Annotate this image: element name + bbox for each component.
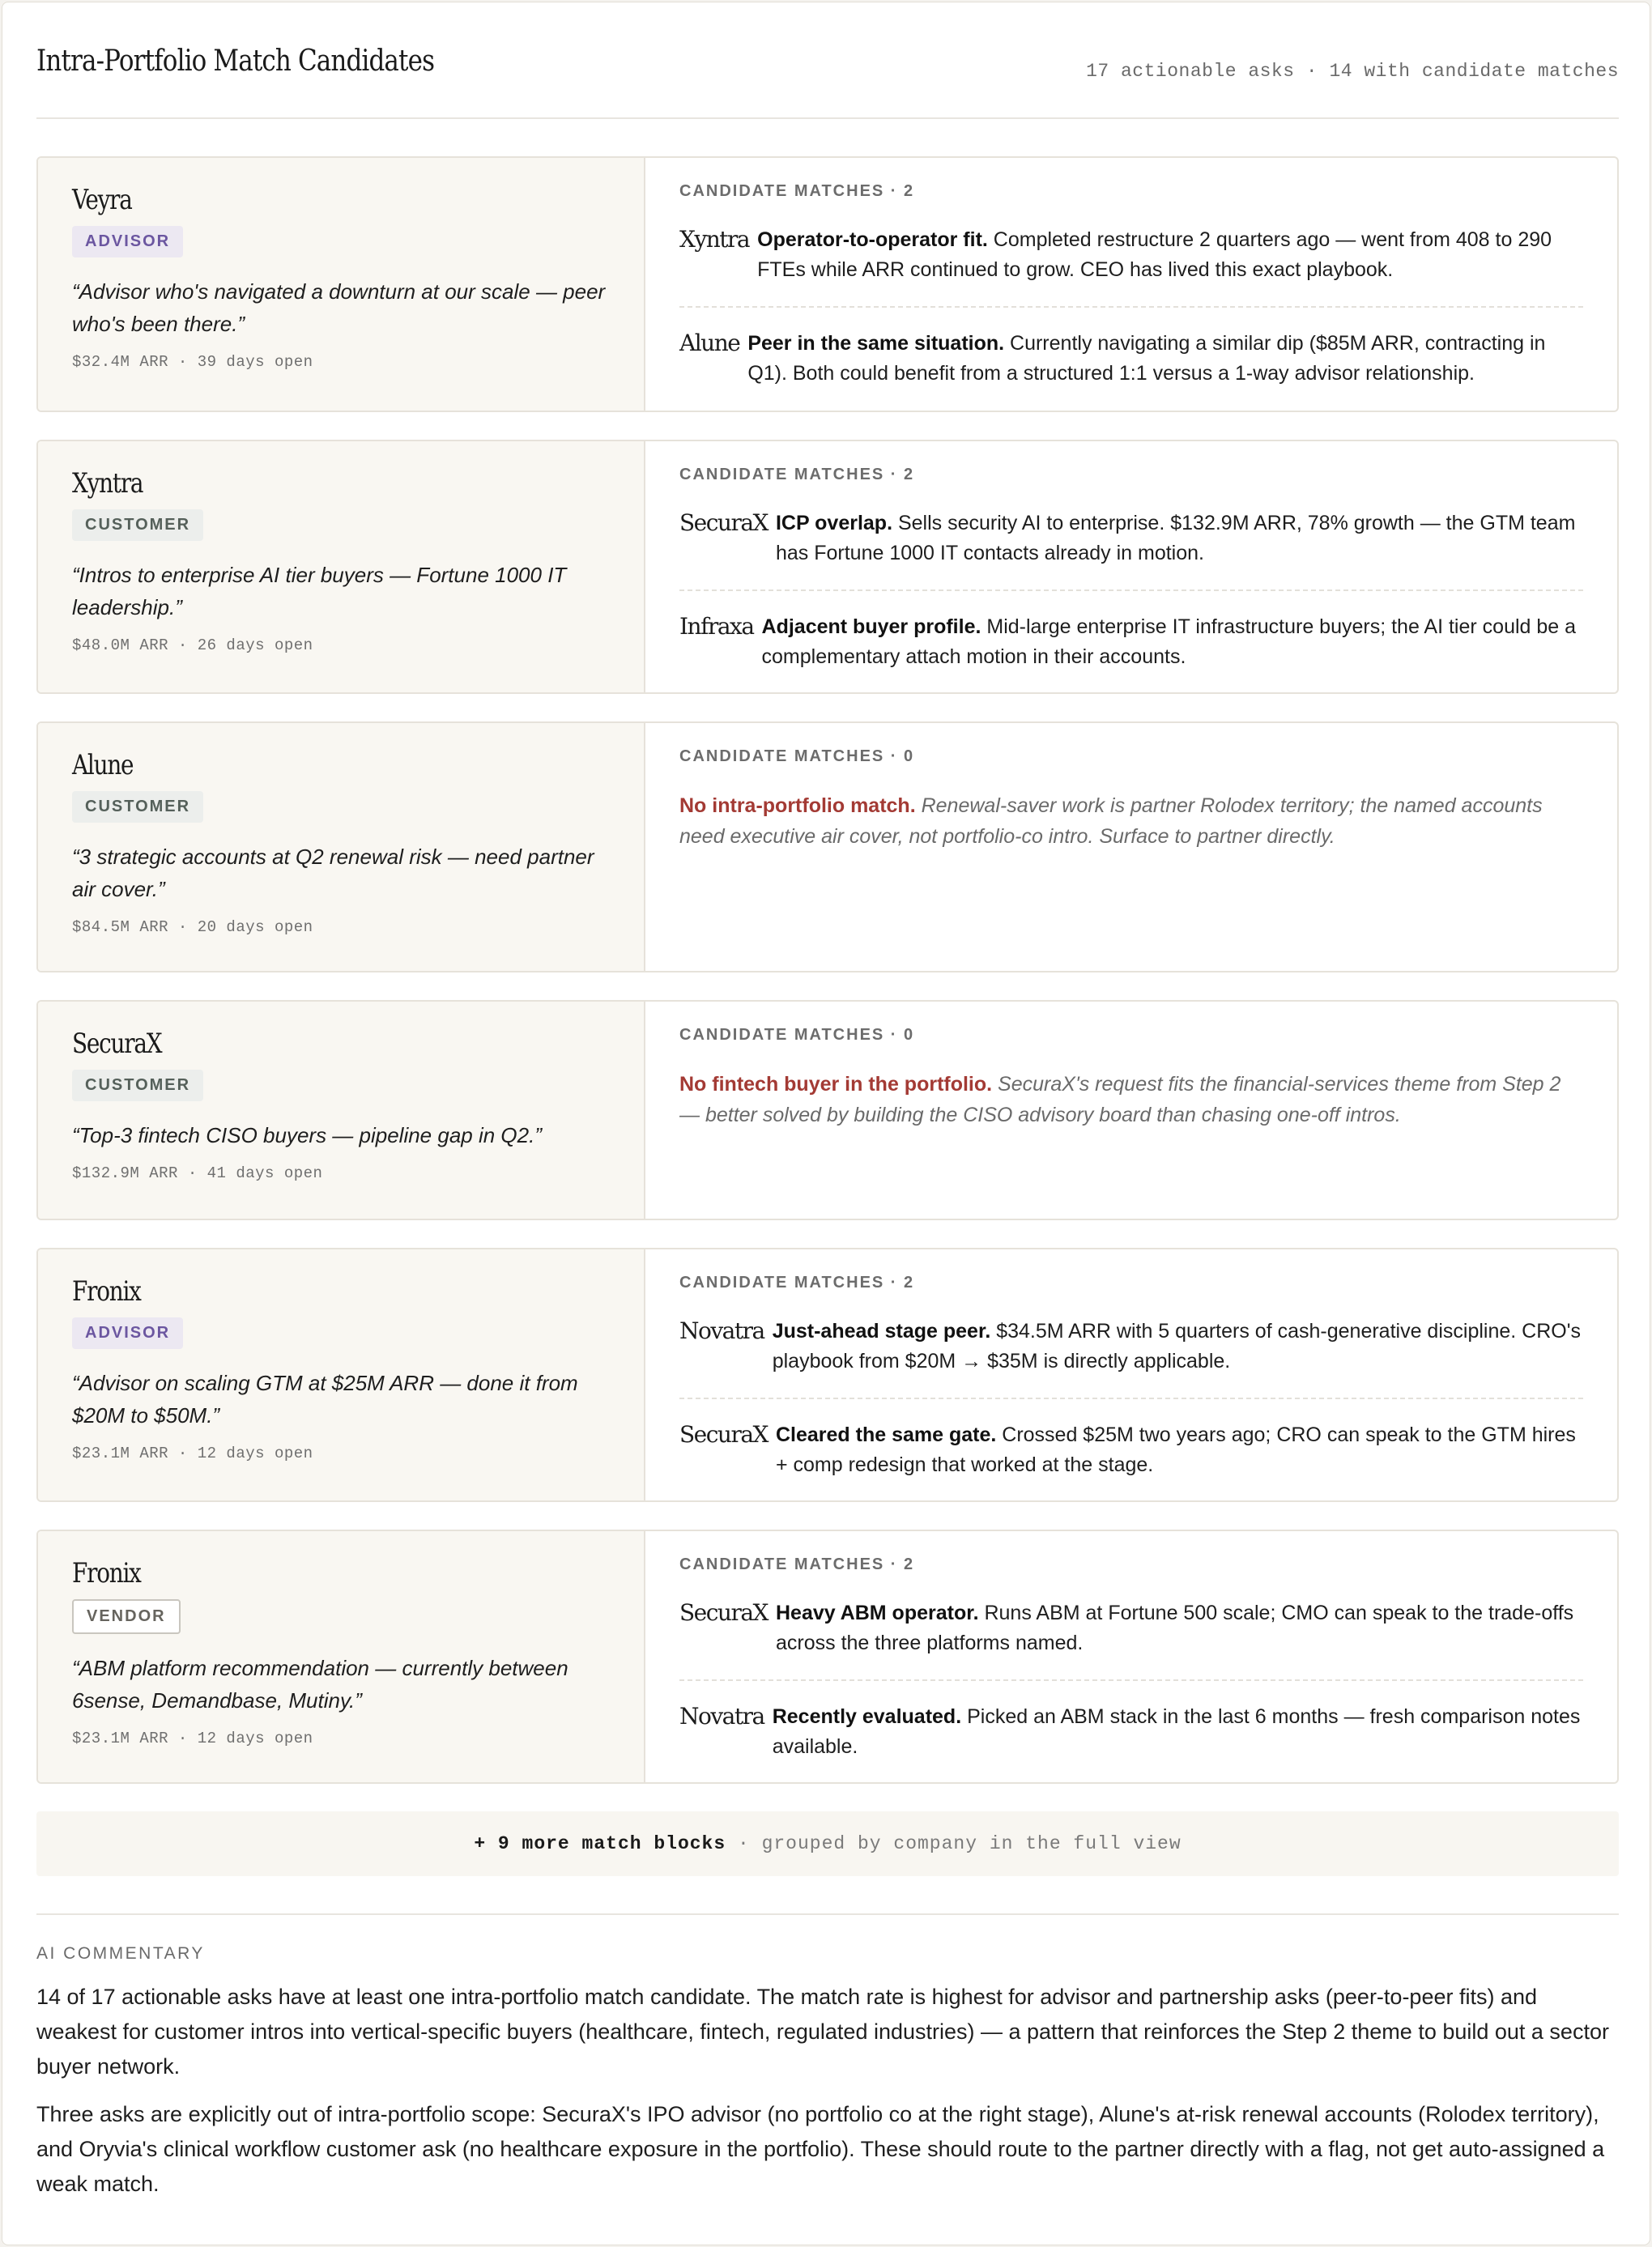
match-detail: $34.5M ARR with 5 quarters of cash-generative discipline. CRO's playbook from $20M → $35M is directly applicable. bbox=[772, 1320, 1581, 1372]
ask-block[interactable] bbox=[36, 1248, 1619, 1502]
match-company: Alune bbox=[679, 330, 740, 356]
ask-block[interactable] bbox=[36, 1530, 1619, 1784]
ask-quote: “3 strategic accounts at Q2 renewal risk — need partner air cover.” bbox=[72, 845, 594, 901]
match-item[interactable] bbox=[679, 329, 1583, 389]
match-reason bbox=[773, 1317, 1583, 1377]
match-company: Novatra bbox=[679, 1703, 764, 1730]
match-lead: ICP overlap. bbox=[775, 512, 893, 534]
match-detail: Sells security AI to enterprise. $132.9M ARR, 78% growth — the GTM team has Fortune 1000 IT contacts already in motion. bbox=[775, 512, 1576, 564]
ask-quote: “Advisor on scaling GTM at $25M ARR — done it from $20M to $50M.” bbox=[72, 1371, 578, 1428]
match-reason bbox=[757, 225, 1583, 285]
ask-summary bbox=[38, 1249, 645, 1500]
page bbox=[2, 2, 1650, 2245]
ask-summary bbox=[38, 158, 645, 411]
summary-counts: 17 actionable asks · 14 with candidate matches bbox=[1086, 61, 1619, 82]
match-lead: Just-ahead stage peer. bbox=[772, 1320, 991, 1343]
match-company: Infraxa bbox=[679, 613, 754, 640]
match-reason bbox=[776, 1420, 1583, 1480]
match-detail: Runs ABM at Fortune 500 scale; CMO can speak to the trade-offs across the three platforms named. bbox=[775, 1602, 1574, 1654]
match-detail: Mid-large enterprise IT infrastructure buyers; the AI tier could be a complementary attach motion in their accounts. bbox=[761, 615, 1577, 668]
match-detail: Currently navigating a similar dip ($85M ARR, contracting in Q1). Both could benefit from a structured 1:1 versus a 1-way advisor relationship. bbox=[747, 332, 1546, 385]
ask-summary bbox=[38, 1002, 645, 1219]
match-company: SecuraX bbox=[679, 1421, 768, 1448]
match-lead: Recently evaluated. bbox=[772, 1705, 962, 1728]
commentary-paragraph: Three asks are explicitly out of intra-portfolio scope: SecuraX's IPO advisor (no portfolio co at the right stage), Alune's at-risk renewal accounts (Rolodex territory), and Oryvia's clinical workflow customer ask (no healthcare exposure in the portfolio). These should route to the partner directly with a flag, not get auto-assigned a weak match. bbox=[36, 2102, 1605, 2196]
ask-block[interactable] bbox=[36, 1000, 1619, 1220]
ask-company: Fronix bbox=[72, 1275, 141, 1308]
match-lead: Cleared the same gate. bbox=[775, 1424, 997, 1446]
match-detail: Crossed $25M two years ago; CRO can speak to the GTM hires + comp redesign that worked at the stage. bbox=[775, 1424, 1576, 1476]
ask-meta: $48.0M ARR · 26 days open bbox=[72, 636, 313, 654]
ask-quote: “Intros to enterprise AI tier buyers — Fortune 1000 IT leadership.” bbox=[72, 563, 567, 619]
ask-type-badge: ADVISOR bbox=[72, 226, 183, 257]
match-lead: Peer in the same situation. bbox=[747, 332, 1005, 355]
no-match-note bbox=[679, 1069, 1583, 1130]
ask-quote: “Top-3 fintech CISO buyers — pipeline gap in Q2.” bbox=[72, 1123, 542, 1147]
ask-meta: $23.1M ARR · 12 days open bbox=[72, 1445, 313, 1462]
match-company: SecuraX bbox=[679, 1599, 768, 1626]
ask-block[interactable] bbox=[36, 156, 1619, 412]
match-reason bbox=[762, 612, 1583, 672]
match-item[interactable] bbox=[679, 612, 1583, 672]
ask-type-badge: CUSTOMER bbox=[72, 1070, 203, 1101]
ask-meta: $23.1M ARR · 12 days open bbox=[72, 1730, 313, 1747]
ask-summary bbox=[38, 723, 645, 971]
match-detail: Completed restructure 2 quarters ago — went from 408 to 290 FTEs while ARR continued to grow. CEO has lived this exact playbook. bbox=[757, 228, 1552, 281]
no-match-detail: Renewal-saver work is partner Rolodex territory; the named accounts need executive air cover, not portfolio-co intro. Surface to partner directly. bbox=[679, 794, 1543, 848]
match-item[interactable] bbox=[679, 509, 1583, 591]
match-lead: Heavy ABM operator. bbox=[775, 1602, 979, 1624]
match-item[interactable] bbox=[679, 225, 1583, 308]
ask-meta: $132.9M ARR · 41 days open bbox=[72, 1164, 323, 1182]
match-company: Novatra bbox=[679, 1317, 764, 1344]
ask-block[interactable] bbox=[36, 721, 1619, 972]
candidate-matches bbox=[645, 441, 1617, 692]
ask-type-badge: CUSTOMER bbox=[72, 509, 203, 541]
ai-commentary bbox=[36, 1913, 1619, 2202]
candidate-count-label: CANDIDATE MATCHES · 0 bbox=[679, 1026, 915, 1044]
no-match-lead: No intra-portfolio match. bbox=[679, 794, 916, 817]
ask-quote: “ABM platform recommendation — currently between 6sense, Demandbase, Mutiny.” bbox=[72, 1656, 568, 1713]
commentary-label: AI COMMENTARY bbox=[36, 1944, 205, 1963]
no-match-detail: SecuraX's request fits the financial-services theme from Step 2 — better solved by building the CISO advisory board than chasing one-off intros. bbox=[679, 1073, 1561, 1126]
page-title: Intra-Portfolio Match Candidates bbox=[36, 45, 435, 78]
candidate-matches bbox=[645, 1531, 1617, 1782]
candidate-count-label: CANDIDATE MATCHES · 2 bbox=[679, 182, 915, 200]
page-header bbox=[36, 45, 1619, 119]
ask-summary bbox=[38, 1531, 645, 1782]
match-lead: Operator-to-operator fit. bbox=[757, 228, 988, 251]
ask-type-badge: ADVISOR bbox=[72, 1317, 183, 1349]
candidate-matches bbox=[645, 723, 1617, 971]
ask-list bbox=[36, 156, 1619, 1811]
more-match-blocks-link[interactable] bbox=[36, 1811, 1619, 1876]
more-hint: · grouped by company in the full view bbox=[726, 1833, 1182, 1854]
match-lead: Adjacent buyer profile. bbox=[761, 615, 981, 638]
ask-summary bbox=[38, 441, 645, 692]
match-reason bbox=[776, 509, 1583, 568]
ask-company: Alune bbox=[72, 749, 134, 781]
match-reason bbox=[776, 1598, 1583, 1658]
candidate-matches bbox=[645, 158, 1617, 411]
more-count: + 9 more match blocks bbox=[474, 1833, 726, 1854]
match-company: Xyntra bbox=[679, 226, 750, 253]
candidate-matches bbox=[645, 1002, 1617, 1219]
candidate-count-label: CANDIDATE MATCHES · 0 bbox=[679, 747, 915, 765]
candidate-matches bbox=[645, 1249, 1617, 1500]
match-item[interactable] bbox=[679, 1317, 1583, 1399]
ask-meta: $84.5M ARR · 20 days open bbox=[72, 918, 313, 936]
ask-meta: $32.4M ARR · 39 days open bbox=[72, 353, 313, 371]
ask-company: Fronix bbox=[72, 1557, 141, 1589]
no-match-note bbox=[679, 790, 1583, 852]
commentary-paragraph: 14 of 17 actionable asks have at least one intra-portfolio match candidate. The match rate is highest for advisor and partnership asks (peer-to-peer fits) and weakest for customer intros into vertical-specific buyers (healthcare, fintech, regulated industries) — a pattern that reinforces the Step 2 theme to build out a sector buyer network. bbox=[36, 1985, 1609, 2079]
ask-company: Xyntra bbox=[72, 467, 143, 500]
ask-type-badge: CUSTOMER bbox=[72, 791, 203, 823]
ask-type-badge: VENDOR bbox=[72, 1599, 181, 1634]
match-company: SecuraX bbox=[679, 509, 768, 536]
match-reason bbox=[747, 329, 1583, 389]
match-item[interactable] bbox=[679, 1598, 1583, 1681]
candidate-count-label: CANDIDATE MATCHES · 2 bbox=[679, 466, 915, 483]
match-item[interactable] bbox=[679, 1420, 1583, 1480]
ask-company: Veyra bbox=[72, 184, 132, 216]
ask-company: SecuraX bbox=[72, 1028, 162, 1060]
candidate-count-label: CANDIDATE MATCHES · 2 bbox=[679, 1555, 915, 1573]
match-item[interactable] bbox=[679, 1702, 1583, 1762]
match-detail: Picked an ABM stack in the last 6 months — fresh comparison notes available. bbox=[772, 1705, 1581, 1758]
match-reason bbox=[773, 1702, 1583, 1762]
ask-block[interactable] bbox=[36, 440, 1619, 694]
no-match-lead: No fintech buyer in the portfolio. bbox=[679, 1073, 993, 1096]
ask-quote: “Advisor who's navigated a downturn at our scale — peer who's been there.” bbox=[72, 279, 606, 336]
candidate-count-label: CANDIDATE MATCHES · 2 bbox=[679, 1274, 915, 1292]
